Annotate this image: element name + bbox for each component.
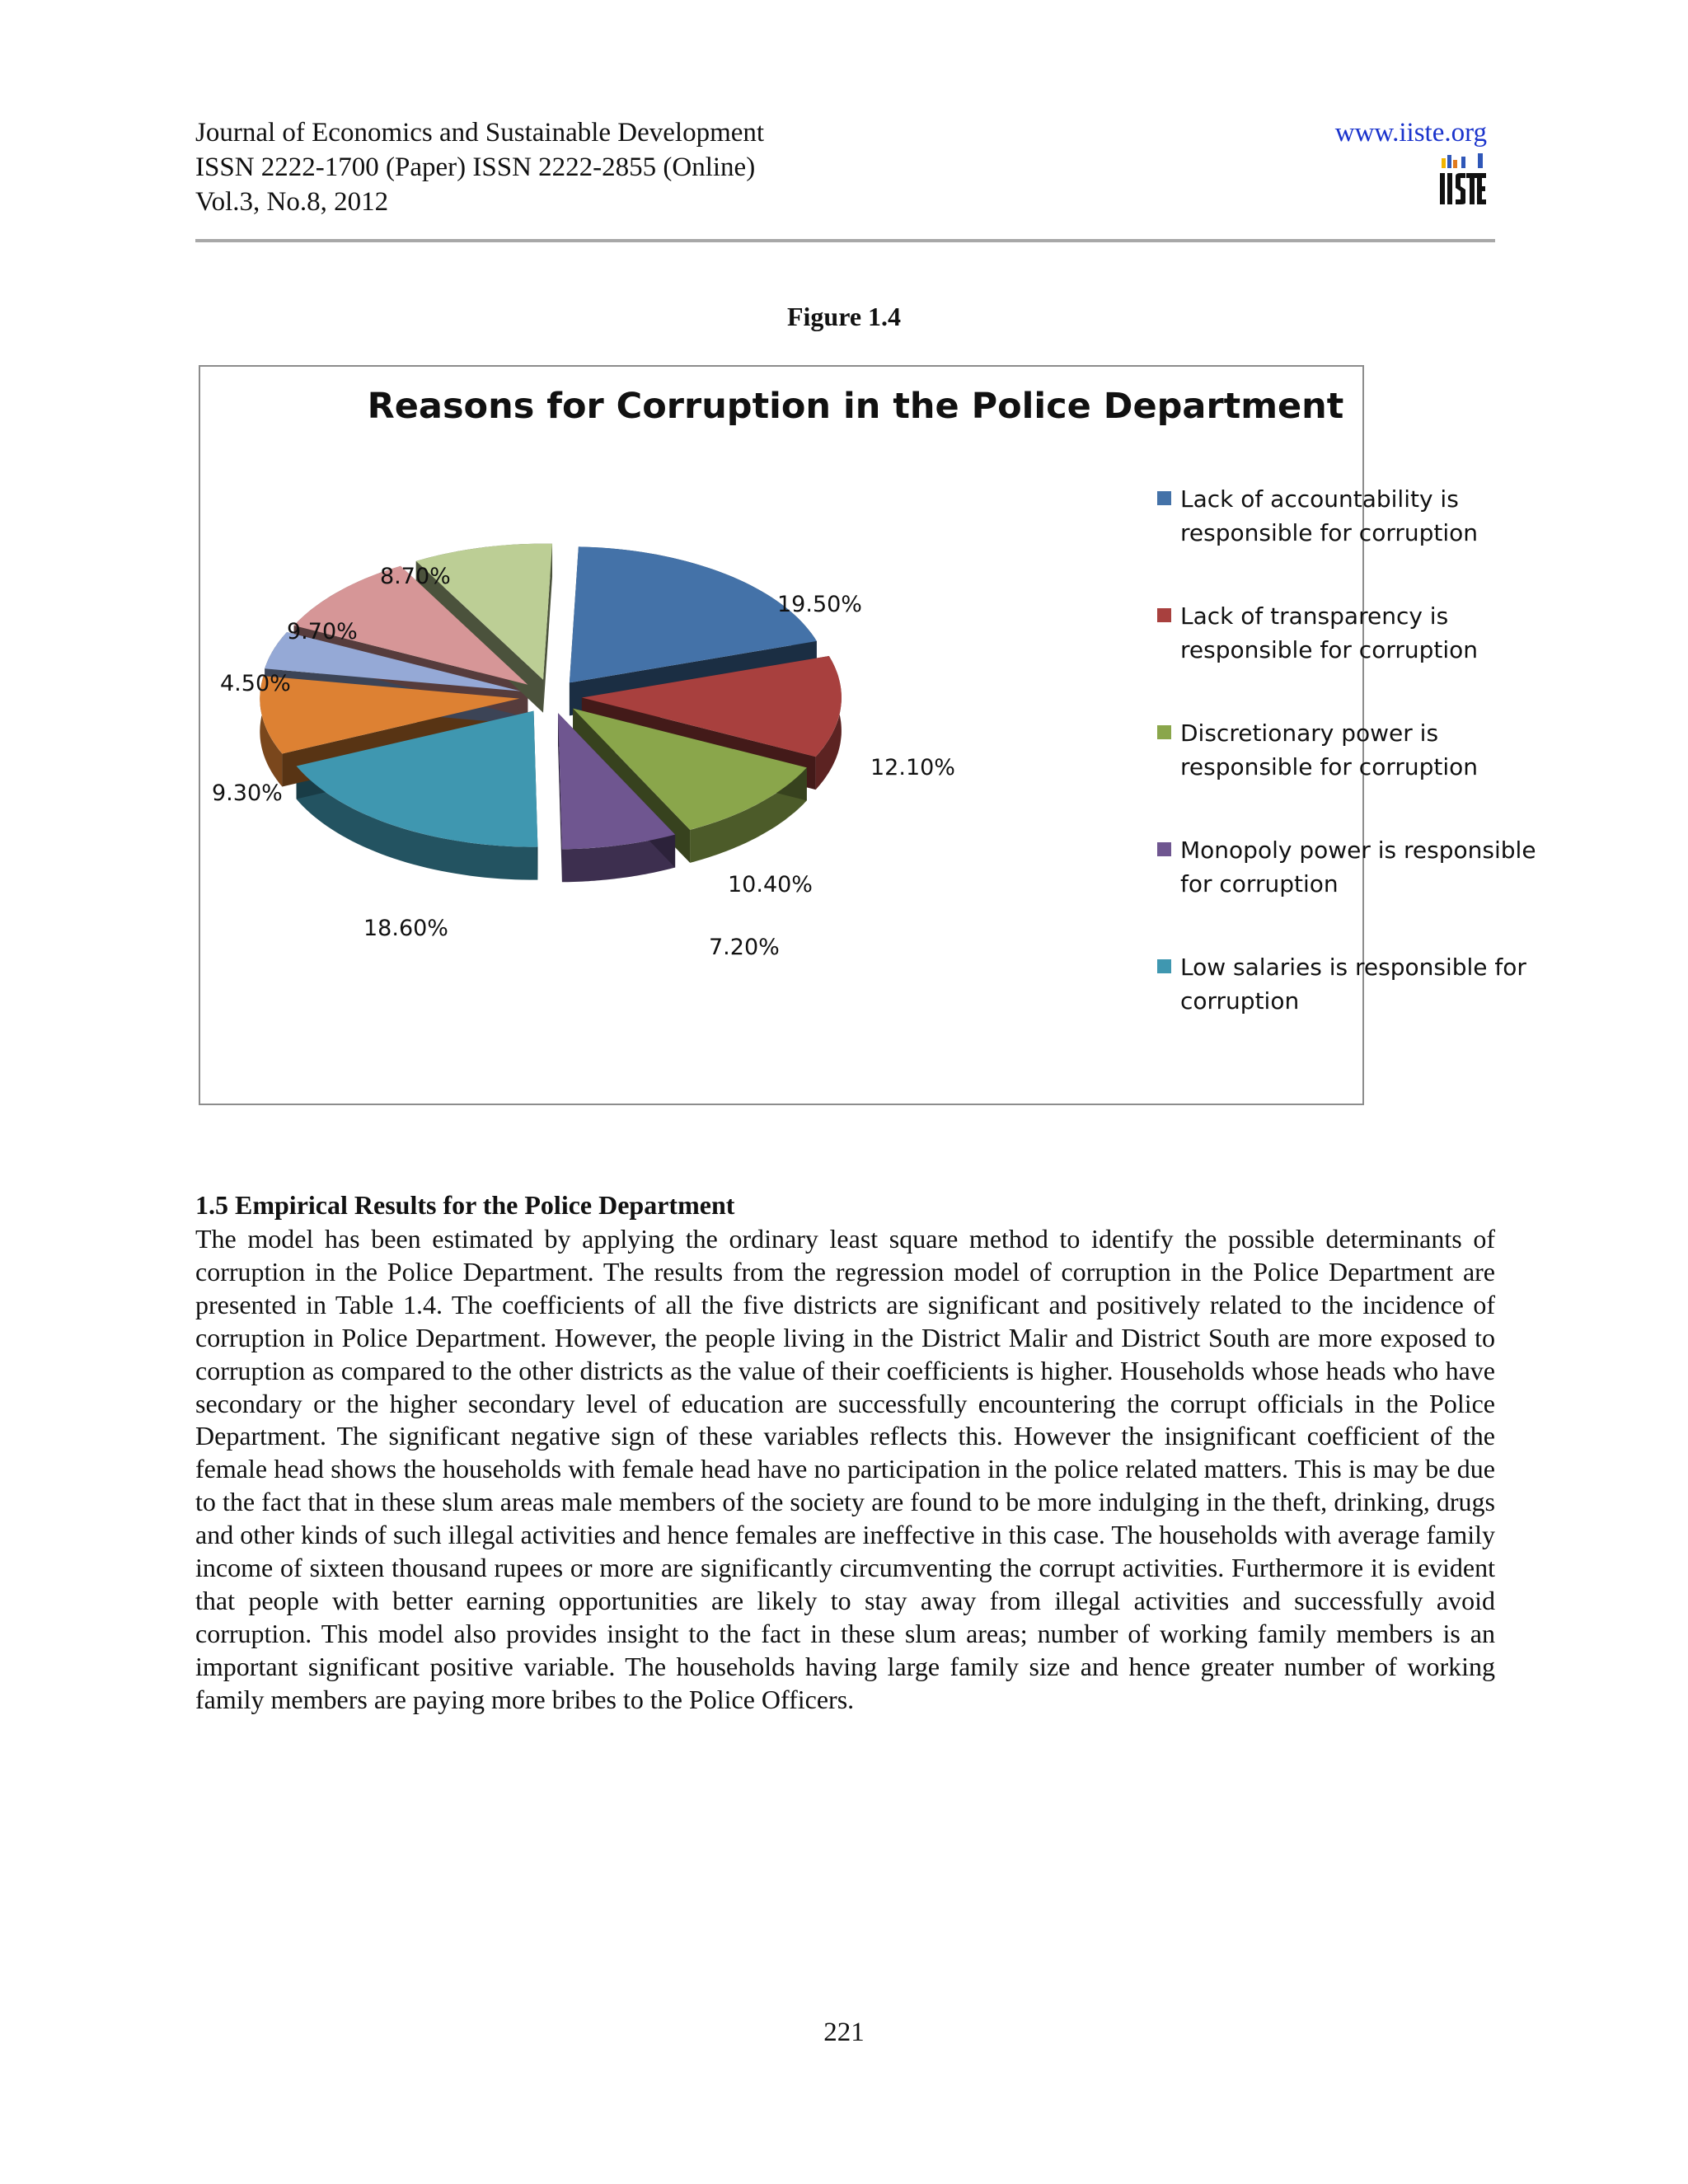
legend-swatch <box>1157 491 1171 505</box>
pie-slice-label: 19.50% <box>777 592 862 617</box>
legend-swatch <box>1157 725 1171 739</box>
figure-caption: Figure 1.4 <box>786 302 902 331</box>
pie-slice-label: 8.70% <box>380 564 451 589</box>
legend-label: responsible for corruption <box>1180 519 1479 546</box>
journal-title: Journal of Economics and Sustainable Development <box>195 118 765 148</box>
journal-volume: Vol.3, No.8, 2012 <box>195 187 389 217</box>
pie-slice-label: 4.50% <box>220 671 291 696</box>
legend-label: Low salaries is responsible for <box>1180 954 1526 981</box>
legend-label: corruption <box>1180 987 1300 1015</box>
legend-label: Discretionary power is <box>1180 719 1439 747</box>
chart-title: Reasons for Corruption in the Police Department <box>367 386 1344 427</box>
pie-slice-label: 9.30% <box>212 780 283 806</box>
legend-label: for corruption <box>1180 870 1339 898</box>
page-number: 221 <box>823 2018 865 2047</box>
legend-swatch <box>1157 608 1171 622</box>
journal-issn: ISSN 2222-1700 (Paper) ISSN 2222-2855 (Online) <box>195 152 756 182</box>
legend-swatch <box>1157 959 1171 973</box>
pie-chart <box>200 367 1536 1104</box>
pie-slice-label: 9.70% <box>287 619 358 644</box>
iiste-logo-icon <box>1438 152 1488 208</box>
pie-slice-label: 12.10% <box>870 755 955 780</box>
journal-url-link[interactable]: www.iiste.org <box>1334 118 1487 148</box>
journal-header <box>195 115 764 219</box>
chart-legend <box>1157 485 1536 1015</box>
section-body: The model has been estimated by applying the ordinary least square method to identify the possible determinants of corruption in the Police Department. The results from the regression model of corruption in the Police Department are presented in Table 1.4. The coefficients of all the five districts are significant and positively related to the incidence of corruption in Police Department. However, the people living in the District Malir and District South are more exposed to corruption as compared to the other districts as the value of their coefficients is higher. Households whose heads who have secondary or the higher secondary level of education are successfully encountering the corrupt officials in the Police Department. The significant negative sign of these variables reflects this. However the insignificant coefficient of the female head shows the households with female head have no participation in the police related matters. This is may be due to the fact that in these slum areas male members of the society are found to be more indulging in the theft, drinking, drugs and other kinds of such illegal activities and hence females are ineffective in this case. The households with average family income of sixteen thousand rupees or more are significantly circumventing the corrupt activities. Furthermore it is evident that people with better earning opportunities are likely to stay away from illegal activities and successfully avoid corruption. This model also provides insight to the fact in these slum areas; number of working family members is an important significant positive variable. The households having large family size and hence greater number of working family members are paying more bribes to the Police Officers. <box>195 1224 1495 1714</box>
legend-label: responsible for corruption <box>1180 636 1479 663</box>
legend-label: Monopoly power is responsible <box>1180 837 1536 864</box>
legend-swatch <box>1157 842 1171 856</box>
pie-chart-container <box>199 365 1536 1105</box>
legend-label: Lack of transparency is <box>1180 602 1449 630</box>
legend-label: responsible for corruption <box>1180 753 1479 780</box>
legend-label: Lack of accountability is <box>1180 485 1459 513</box>
pie-slice-label: 7.20% <box>709 935 780 960</box>
header-divider <box>195 239 1495 242</box>
pie-slice-label: 10.40% <box>728 872 813 898</box>
pie-slice-label: 18.60% <box>363 916 448 941</box>
section-title: 1.5 Empirical Results for the Police Department <box>195 1190 735 1220</box>
